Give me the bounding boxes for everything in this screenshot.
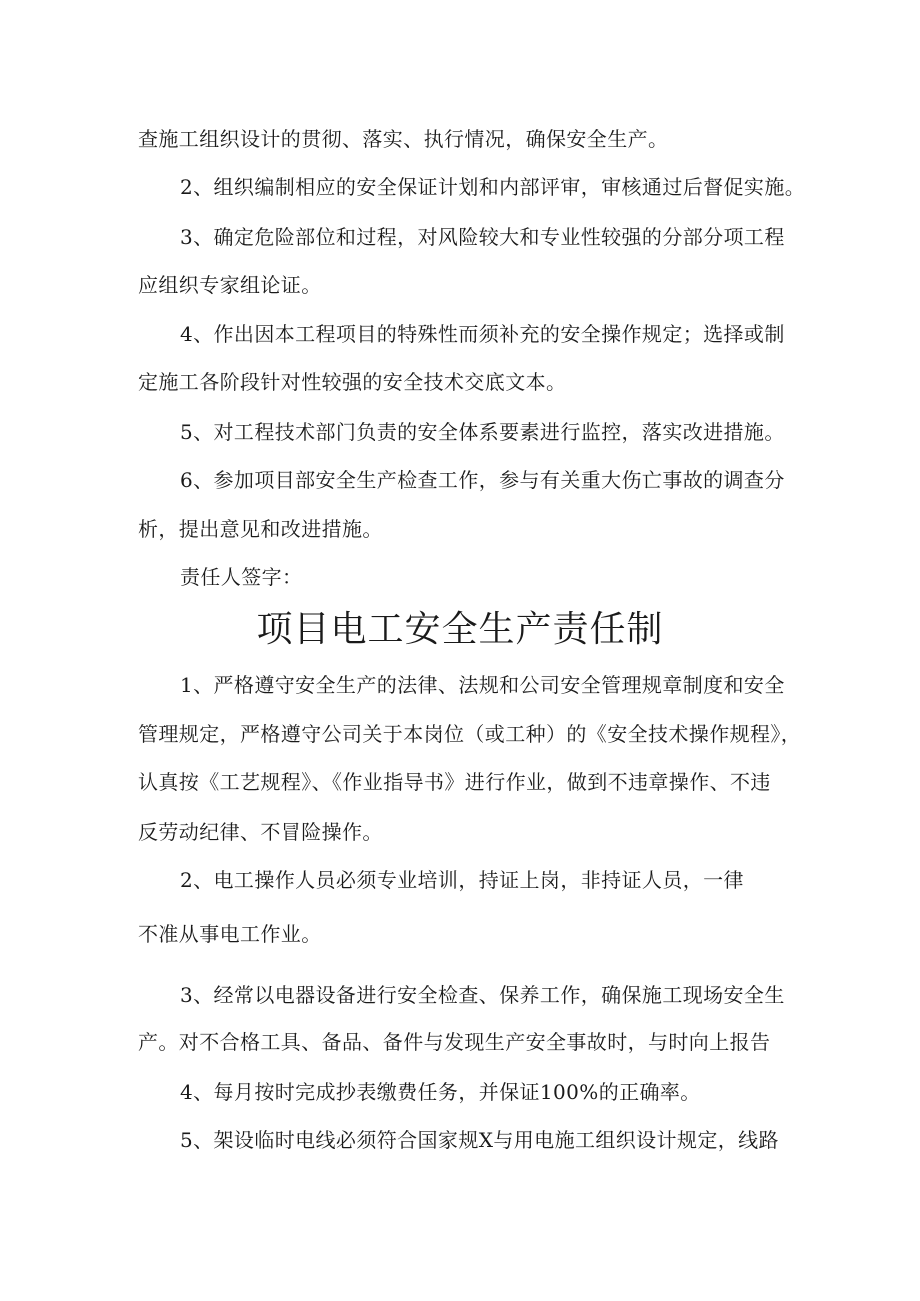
paragraph-line: 6、参加项目部安全生产检查工作，参与有关重大伤亡事故的调查分 — [180, 468, 785, 492]
paragraph-line: 反劳动纪律、不冒险操作。 — [138, 820, 383, 844]
paragraph-line: 5、架设临时电线必须符合国家规X与用电施工组织设计规定，线路 — [180, 1128, 779, 1152]
section-title: 项目电工安全生产责任制 — [256, 609, 664, 650]
paragraph-line: 查施工组织设计的贯彻、落实、执行情况，确保安全生产。 — [138, 127, 669, 151]
paragraph-line: 定施工各阶段针对性较强的安全技术交底文本。 — [138, 370, 567, 394]
paragraph-line: 析，提出意见和改进措施。 — [138, 517, 383, 541]
paragraph-line: 2、电工操作人员必须专业培训，持证上岗，非持证人员，一律 — [180, 868, 744, 892]
paragraph-line: 4、每月按时完成抄表缴费任务，并保证100%的正确率。 — [180, 1080, 701, 1104]
paragraph-line: 3、经常以电器设备进行安全检查、保养工作，确保施工现场安全生 — [180, 983, 785, 1007]
paragraph-line: 5、对工程技术部门负责的安全体系要素进行监控，落实改进措施。 — [180, 420, 785, 444]
paragraph-line: 产。对不合格工具、备品、备件与发现生产安全事故时，与时向上报告 — [138, 1030, 771, 1054]
paragraph-line: 认真按《工艺规程》、《作业指导书》进行作业，做到不违章操作、不违 — [138, 770, 771, 794]
paragraph-line: 应组织专家组论证。 — [138, 273, 322, 297]
paragraph-line: 不准从事电工作业。 — [138, 922, 322, 946]
signature-label: 责任人签字： — [180, 565, 303, 589]
paragraph-line: 1、严格遵守安全生产的法律、法规和公司安全管理规章制度和安全 — [180, 673, 785, 697]
paragraph-line: 2、组织编制相应的安全保证计划和内部评审，审核通过后督促实施。 — [180, 175, 806, 199]
paragraph-line: 4、作出因本工程项目的特殊性而须补充的安全操作规定；选择或制 — [180, 322, 785, 346]
paragraph-line: 3、确定危险部位和过程，对风险较大和专业性较强的分部分项工程 — [180, 225, 785, 249]
paragraph-line: 管理规定，严格遵守公司关于本岗位（或工种）的《安全技术操作规程》， — [138, 722, 802, 746]
